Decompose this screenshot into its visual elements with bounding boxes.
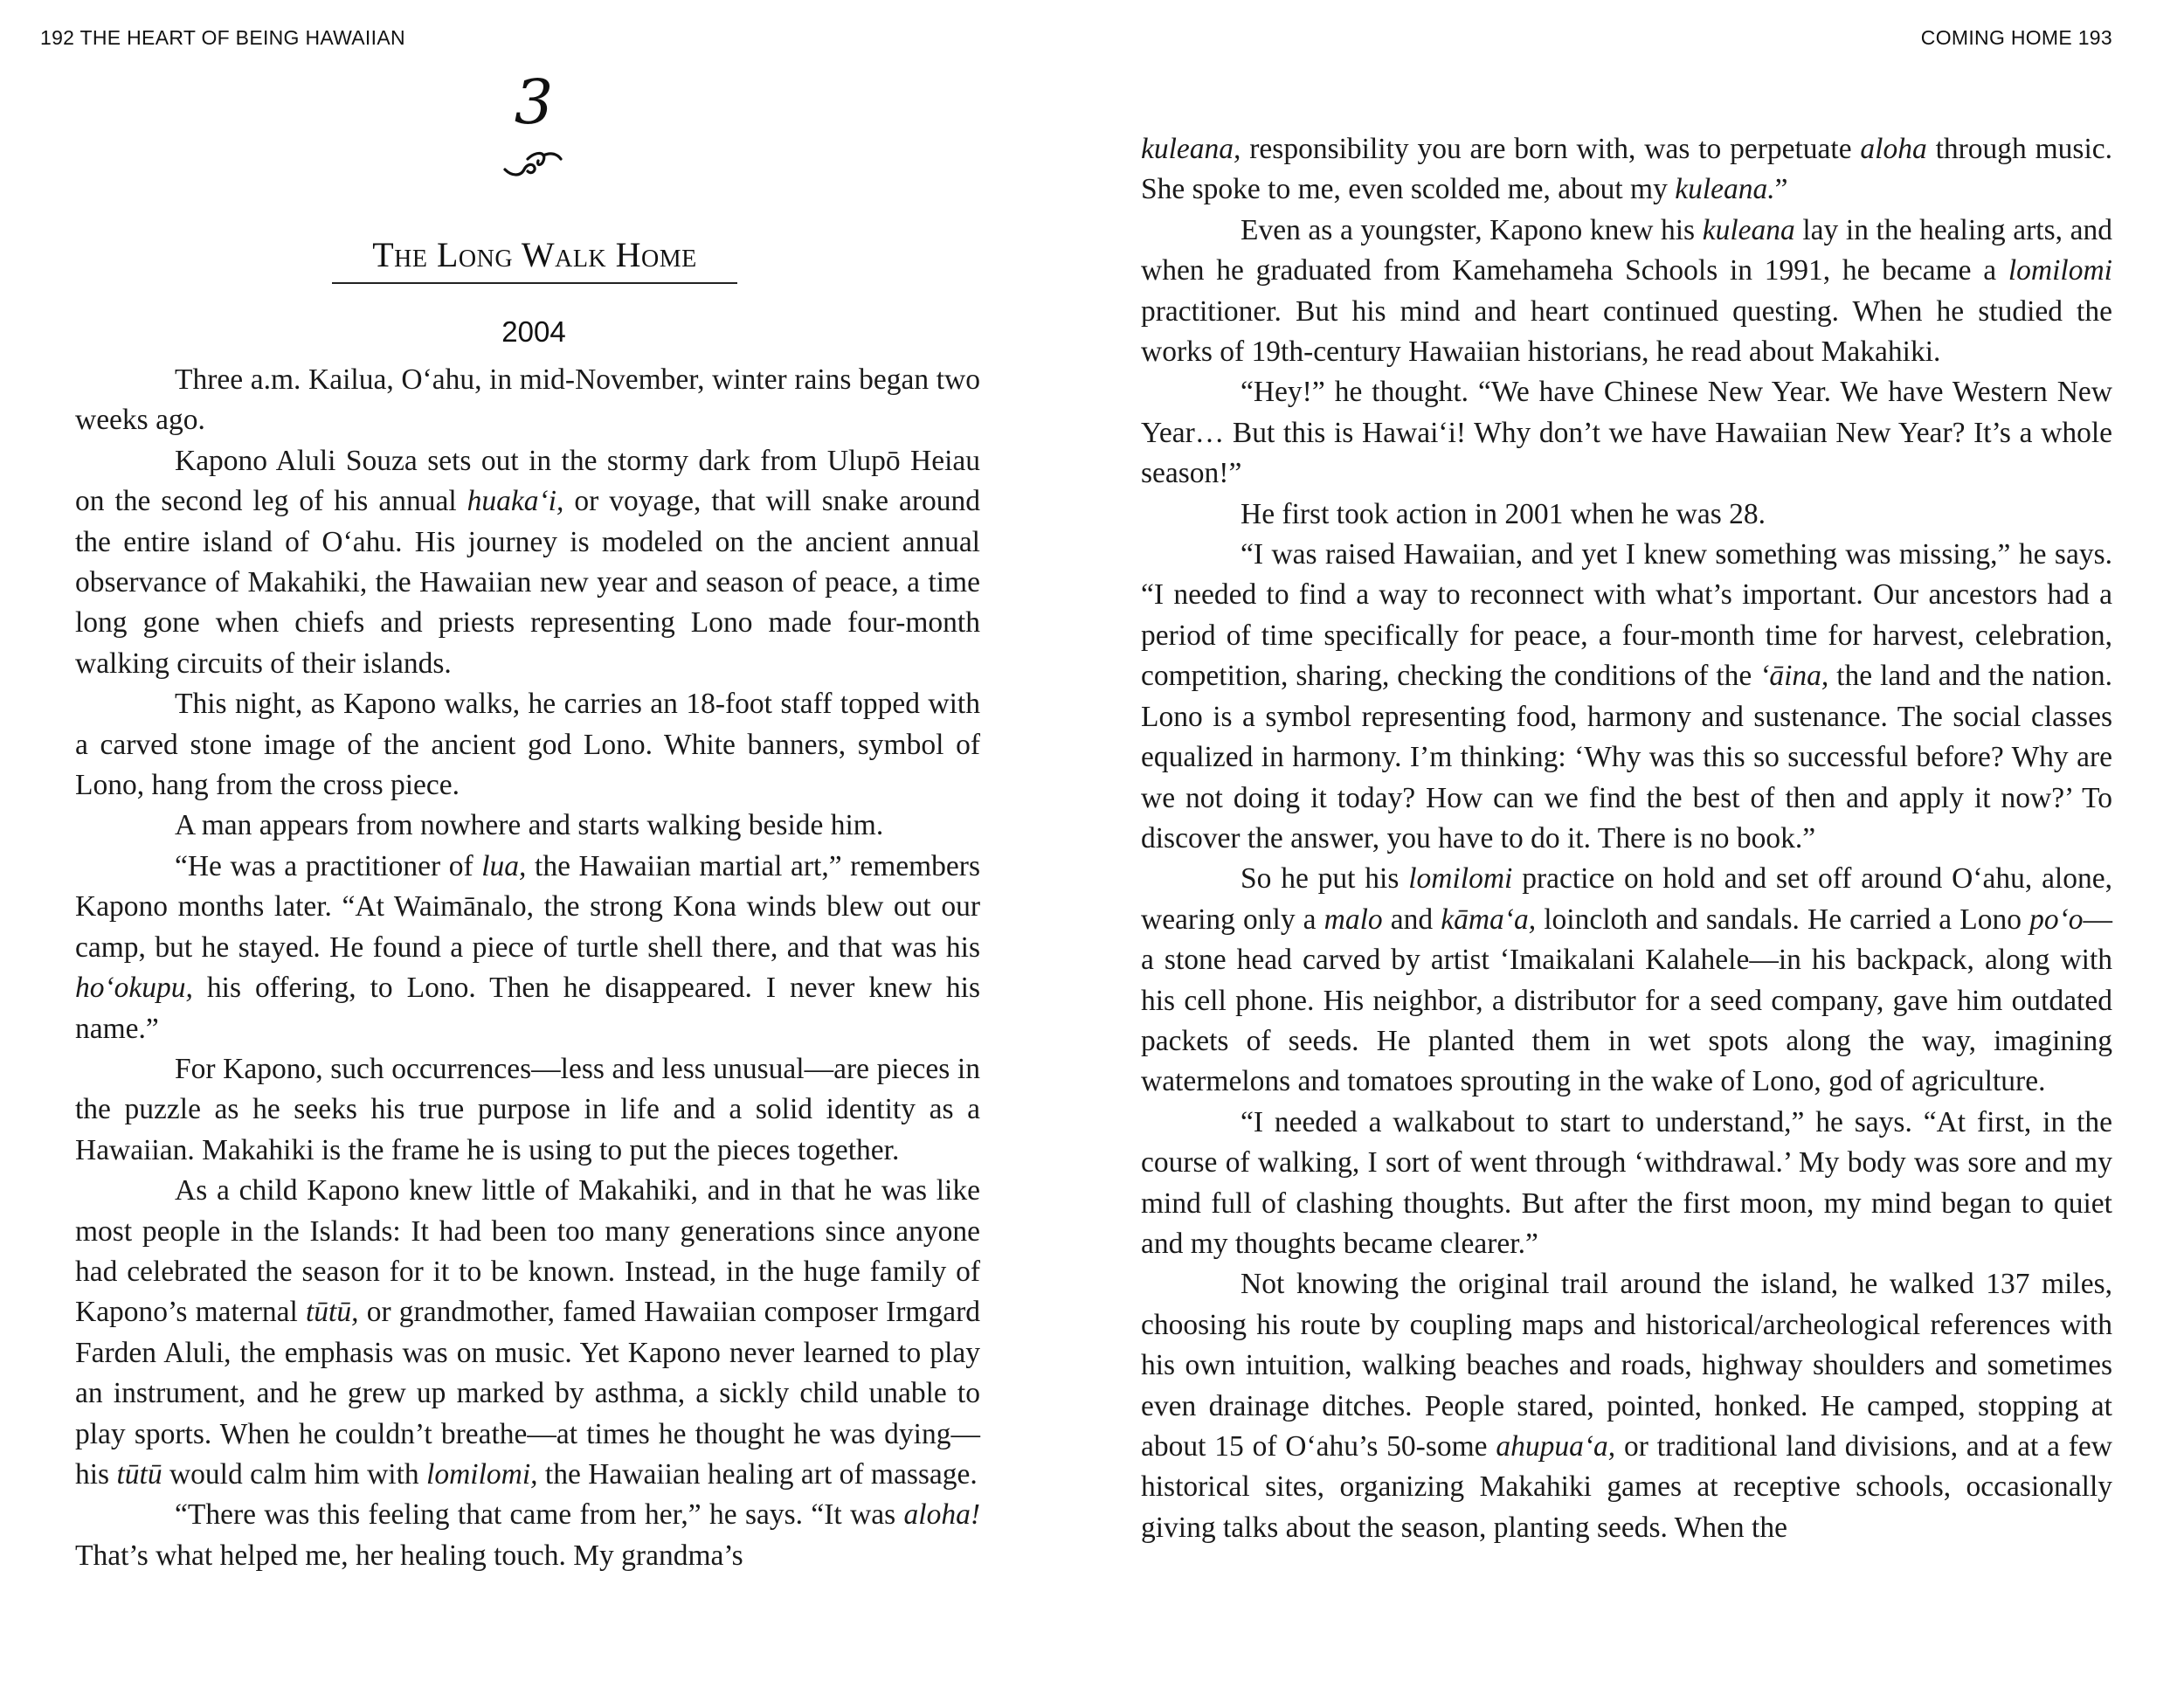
- text-run: Kapono Aluli Souza sets out in the stormy dark from Ulupō Heiau on the second leg of his annual: [75, 444, 980, 518]
- text-run: “I needed a walkabout to start to understand,” he says. “At first, in the course of walking, I sort of went through ‘withdrawal.’ My body was sore and my mind full of clashing thoughts. But after the first moon, my mind began to quiet and my thoughts became clearer.”: [1141, 1105, 2112, 1260]
- text-run: or traditional land divisions, and at a few historical sites, organizing Makahiki games at receptive schools, occasionally giving talks about the season, planting seeds. When the: [1141, 1430, 2112, 1544]
- right-page: [1092, 0, 2184, 1688]
- text-run: A man appears from nowhere and starts walking beside him.: [175, 809, 884, 842]
- left-body-text: [75, 360, 980, 1576]
- text-run: or voyage, that will snake around the entire island of O‘ahu. His journey is modeled on the ancient annual observance of Makahiki, the Hawaiian new year and season of peace, a time long gone when chiefs and priests representing Lono made four-month walking circuits of their islands.: [75, 485, 980, 680]
- text-run: He first took action in 2001 when he was 28.: [1241, 497, 1766, 530]
- text-run: So he put his: [1241, 862, 1409, 896]
- text-run: Not knowing the original trail around the island, he walked 137 miles, choosing his route by coupling maps and historical/archeological references with his own intuition, walking beaches and roads, highway shoulders and sometimes even drainage ditches. People stared, pointed, honked. He camped, stopping at about 15 of O‘ahu’s 50-some: [1141, 1268, 2112, 1463]
- right-body-text: [1141, 129, 2112, 1548]
- italic-term: kāma‘a,: [1441, 903, 1537, 936]
- running-head-right: COMING HOME 193: [1920, 26, 2112, 49]
- text-run: the Hawaiian healing art of massage.: [537, 1457, 978, 1491]
- text-run: lay in the healing arts, and when he graduated from Kamehameha Schools in 1991, he became a: [1141, 213, 2112, 287]
- italic-term: aloha!: [903, 1498, 980, 1532]
- italic-term: lomilomi: [2008, 254, 2112, 287]
- italic-term: ahupua‘a,: [1496, 1430, 1616, 1463]
- text-run: ”: [1774, 173, 1788, 206]
- chapter-year: 2004: [501, 315, 566, 348]
- text-run: responsibility you are born with, was to perpetuate: [1241, 133, 1861, 165]
- italic-term: lua,: [481, 849, 527, 882]
- swirl-ornament-icon: [503, 147, 564, 180]
- left-paragraph: [75, 1049, 980, 1171]
- text-run: Three a.m. Kailua, O‘ahu, in mid-November, winter rains began two weeks ago.: [75, 363, 980, 437]
- text-run: “Hey!” he thought. “We have Chinese New Year. We have Western New Year… But this is Hawai‘i! Why don’t we have Hawaiian New Year? It’s a whole season!”: [1141, 376, 2112, 490]
- right-paragraph: [1141, 495, 2112, 535]
- italic-term: ‘āina,: [1759, 660, 1829, 693]
- text-run: practice on hold and set off around O‘ahu, alone, wearing only a: [1141, 862, 2112, 936]
- text-run: “There was this feeling that came from her,” he says. “It was: [175, 1498, 904, 1532]
- right-paragraph: [1141, 1264, 2112, 1548]
- italic-term: lomilomi,: [426, 1457, 538, 1491]
- text-run: “I was raised Hawaiian, and yet I knew something was missing,” he says. “I needed to find a way to reconnect with what’s important. Our ancestors had a period of time specifically for peace, a four-month time for harvest, celebration, competition, sharing, checking the conditions of the: [1141, 538, 2112, 693]
- chapter-number: 3: [514, 66, 554, 138]
- right-paragraph: [1141, 535, 2112, 859]
- text-run: or grandmother, famed Hawaiian composer Irmgard Farden Aluli, the emphasis was on music. Yet Kapono never learned to play an instrument, and he grew up marked by asthma, a sickly child unable to play sports. When he couldn’t breathe—at times he thought he was dying—his: [75, 1296, 980, 1491]
- text-run: That’s what helped me, her healing touch. My grandma’s: [75, 1539, 743, 1572]
- italic-term: malo: [1324, 903, 1383, 936]
- italic-term: kuleana: [1702, 213, 1795, 246]
- left-paragraph: [75, 806, 980, 846]
- italic-term: kuleana.: [1675, 173, 1775, 206]
- right-paragraph: [1141, 372, 2112, 494]
- right-paragraph: [1141, 1103, 2112, 1265]
- text-run: his offering, to Lono. Then he disappeared. I never knew his name.”: [75, 972, 980, 1045]
- italic-term: huaka‘i,: [467, 485, 564, 518]
- right-paragraph: [1141, 211, 2112, 373]
- text-run: For Kapono, such occurrences—less and less unusual—are pieces in the puzzle as he seeks his true purpose in life and a solid identity as a Hawaiian. Makahiki is the frame he is using to put the pieces together.: [75, 1052, 980, 1166]
- text-run: This night, as Kapono walks, he carries an 18-foot staff topped with a carved stone image of the ancient god Lono. White banners, symbol of Lono, hang from the cross piece.: [75, 688, 980, 802]
- italic-term: kuleana,: [1141, 133, 1241, 165]
- text-run: would calm him with: [162, 1457, 427, 1491]
- text-run: practitioner. But his mind and heart continued questing. When he studied the works of 19th-century Hawaiian historians, he read about Makahiki.: [1141, 294, 2112, 369]
- text-run: Even as a youngster, Kapono knew his: [1241, 213, 1703, 246]
- running-head-left: 192 THE HEART OF BEING HAWAIIAN: [40, 26, 405, 49]
- left-paragraph: [75, 441, 980, 684]
- right-paragraph: [1141, 859, 2112, 1102]
- italic-term: po‘o: [2029, 903, 2084, 936]
- italic-term: lomilomi: [1408, 862, 1513, 896]
- text-run: loincloth and sandals. He carried a Lono: [1536, 903, 2030, 936]
- text-run: the land and the nation. Lono is a symbol representing food, harmony and sustenance. The social classes equalized in harmony. I’m thinking: ‘Why was this so successful before? Why are we not doing it today? How can we find the best of then and apply it now?’ To discover the answer, you have to do it. There is no book.”: [1141, 660, 2112, 854]
- italic-term: aloha: [1860, 133, 1927, 165]
- text-run: through music. She spoke to me, even scolded me, about my: [1141, 133, 2113, 206]
- text-run: As a child Kapono knew little of Makahiki, and in that he was like most people in the Islands: It had been too many generations since anyone had celebrated the season for it to be known. Instead, in the huge family of Kapono’s maternal: [75, 1174, 980, 1329]
- left-paragraph: [75, 360, 980, 441]
- text-run: —a stone head carved by artist ‘Imaikalani Kalahele—in his backpack, along with his cell phone. His neighbor, a distributor for a seed company, gave him outdated packets of seeds. He planted them in wet spots along the way, imagining watermelons and tomatoes sprouting in the wake of Lono, god of agriculture.: [1141, 903, 2112, 1098]
- chapter-title: The Long Walk Home: [332, 232, 737, 284]
- left-paragraph: [75, 847, 980, 1049]
- text-run: “He was a practitioner of: [175, 849, 482, 882]
- text-run: the Hawaiian martial art,” remembers Kapono months later. “At Waimānalo, the strong Kona winds blew out our camp, but he stayed. He found a piece of turtle shell there, and that was his: [75, 849, 980, 964]
- text-run: and: [1382, 903, 1441, 936]
- left-paragraph: [75, 684, 980, 806]
- italic-term: ho‘okupu,: [75, 972, 193, 1005]
- left-paragraph: [75, 1495, 980, 1576]
- right-paragraph: [1141, 129, 2112, 211]
- italic-term: tūtū: [116, 1457, 162, 1491]
- italic-term: tūtū,: [306, 1296, 359, 1329]
- left-paragraph: [75, 1171, 980, 1495]
